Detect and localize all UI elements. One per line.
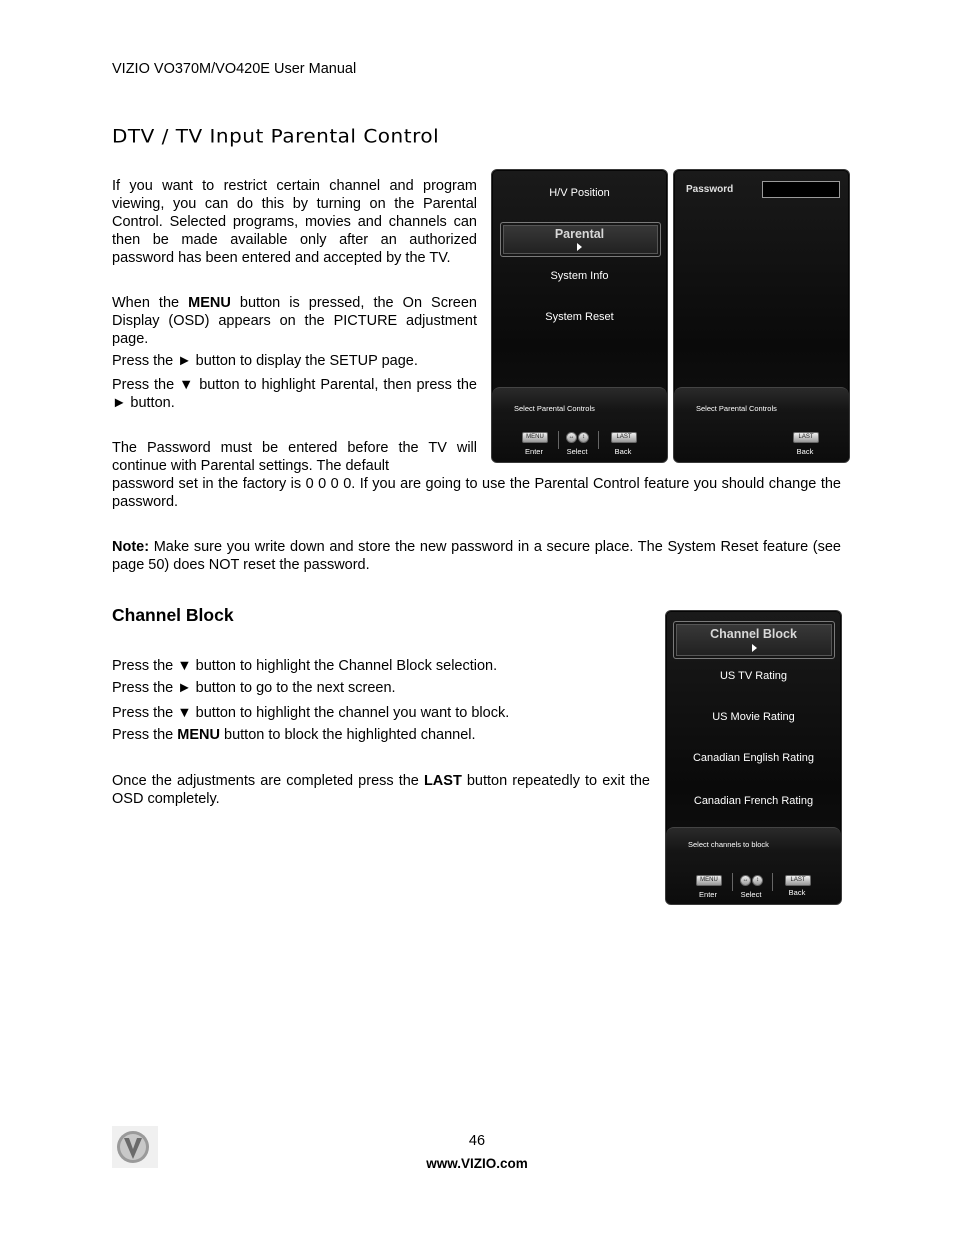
osd-item-canadian-french: Canadian French Rating: [693, 795, 814, 807]
parental-step: Press the ▼ button to highlight Parental, then press the ► button.: [112, 377, 477, 411]
osd-item-hv-position: H/V Position: [549, 187, 610, 199]
footer-url[interactable]: www.VIZIO.com: [426, 1156, 528, 1171]
osd-hint: Select Parental Controls: [514, 404, 595, 413]
menu-button-icon: MENU: [522, 432, 548, 443]
enter-label: Enter: [699, 890, 717, 899]
osd-selected-label: Parental: [554, 227, 605, 241]
channel-step-2: Press the ► button to go to the next screen.: [112, 680, 396, 696]
back-label: Back: [796, 447, 814, 456]
separator: [558, 431, 559, 449]
enter-label: Enter: [525, 447, 543, 456]
osd-help-bar: [666, 827, 841, 904]
menu-keyword: MENU: [188, 295, 231, 311]
up-down-icon: ↕: [752, 875, 763, 886]
manual-header: VIZIO VO370M/VO420E User Manual: [112, 61, 357, 77]
osd-item-system-reset: System Reset: [545, 311, 614, 323]
note-label: Note:: [112, 539, 150, 555]
osd-item-canadian-english: Canadian English Rating: [692, 752, 815, 764]
separator: [598, 431, 599, 449]
osd-channel-screen: [665, 610, 842, 905]
back-label: Back: [788, 888, 806, 897]
osd-selected-label: Channel Block: [710, 627, 797, 641]
select-label: Select: [740, 890, 762, 899]
menu-paragraph: When the MENU button is pressed, the On Screen Display (OSD) appears on the PICTURE adjustment page.: [112, 295, 477, 347]
password-paragraph-b: password set in the factory is 0 0 0 0. If you are going to use the Parental Control feature you should change the password.: [112, 476, 841, 510]
osd-help-bar: [674, 387, 849, 462]
back-label: Back: [614, 447, 632, 456]
channel-block-title: Channel Block: [112, 605, 234, 625]
osd-password-screen: [673, 169, 850, 463]
left-right-icon: ↔: [740, 875, 751, 886]
password-field[interactable]: [762, 181, 840, 198]
separator: [772, 873, 773, 891]
channel-step-1: Press the ▼ button to highlight the Channel Block selection.: [112, 658, 498, 674]
osd-item-system-info: System Info: [550, 270, 609, 282]
channel-step-3: Press the ▼ button to highlight the channel you want to block.: [112, 705, 510, 721]
last-button-icon: LAST: [793, 432, 819, 443]
menu-keyword: MENU: [177, 727, 220, 743]
setup-step: Press the ► button to display the SETUP page.: [112, 353, 418, 369]
osd-hint: Select Parental Controls: [696, 404, 777, 413]
channel-step-4: Press the MENU button to block the highlighted channel.: [112, 727, 476, 743]
separator: [732, 873, 733, 891]
select-label: Select: [566, 447, 588, 456]
password-paragraph-a: The Password must be entered before the TV will continue with Parental settings. The default: [112, 440, 477, 474]
osd-help-bar: [492, 387, 667, 462]
page-number: 46: [468, 1133, 486, 1149]
osd-setup-screen: [491, 169, 668, 463]
password-label: Password: [686, 184, 734, 195]
osd-hint: Select channels to block: [688, 840, 769, 849]
right-arrow-icon: [577, 243, 582, 251]
note-paragraph: Note: Make sure you write down and store the new password in a secure place. The System Reset feature (see page 50) does NOT reset the password.: [112, 539, 841, 573]
right-arrow-icon: [752, 644, 757, 652]
last-keyword: LAST: [423, 773, 462, 789]
section-title: DTV / TV Input Parental Control: [112, 124, 440, 148]
last-button-icon: LAST: [785, 875, 811, 886]
left-right-icon: ↔: [566, 432, 577, 443]
intro-paragraph: If you want to restrict certain channel and program viewing, you can do this by turning on the Parental Control. Selected programs, movies and channels can then be made available only after an authorized password has been entered and accepted by the TV.: [112, 178, 477, 266]
up-down-icon: ↕: [578, 432, 589, 443]
last-button-icon: LAST: [611, 432, 637, 443]
exit-paragraph: Once the adjustments are completed press the LAST button repeatedly to exit the OSD completely.: [112, 773, 650, 807]
osd-item-us-tv-rating: US TV Rating: [719, 670, 788, 682]
menu-button-icon: MENU: [696, 875, 722, 886]
osd-item-us-movie-rating: US Movie Rating: [712, 711, 795, 723]
